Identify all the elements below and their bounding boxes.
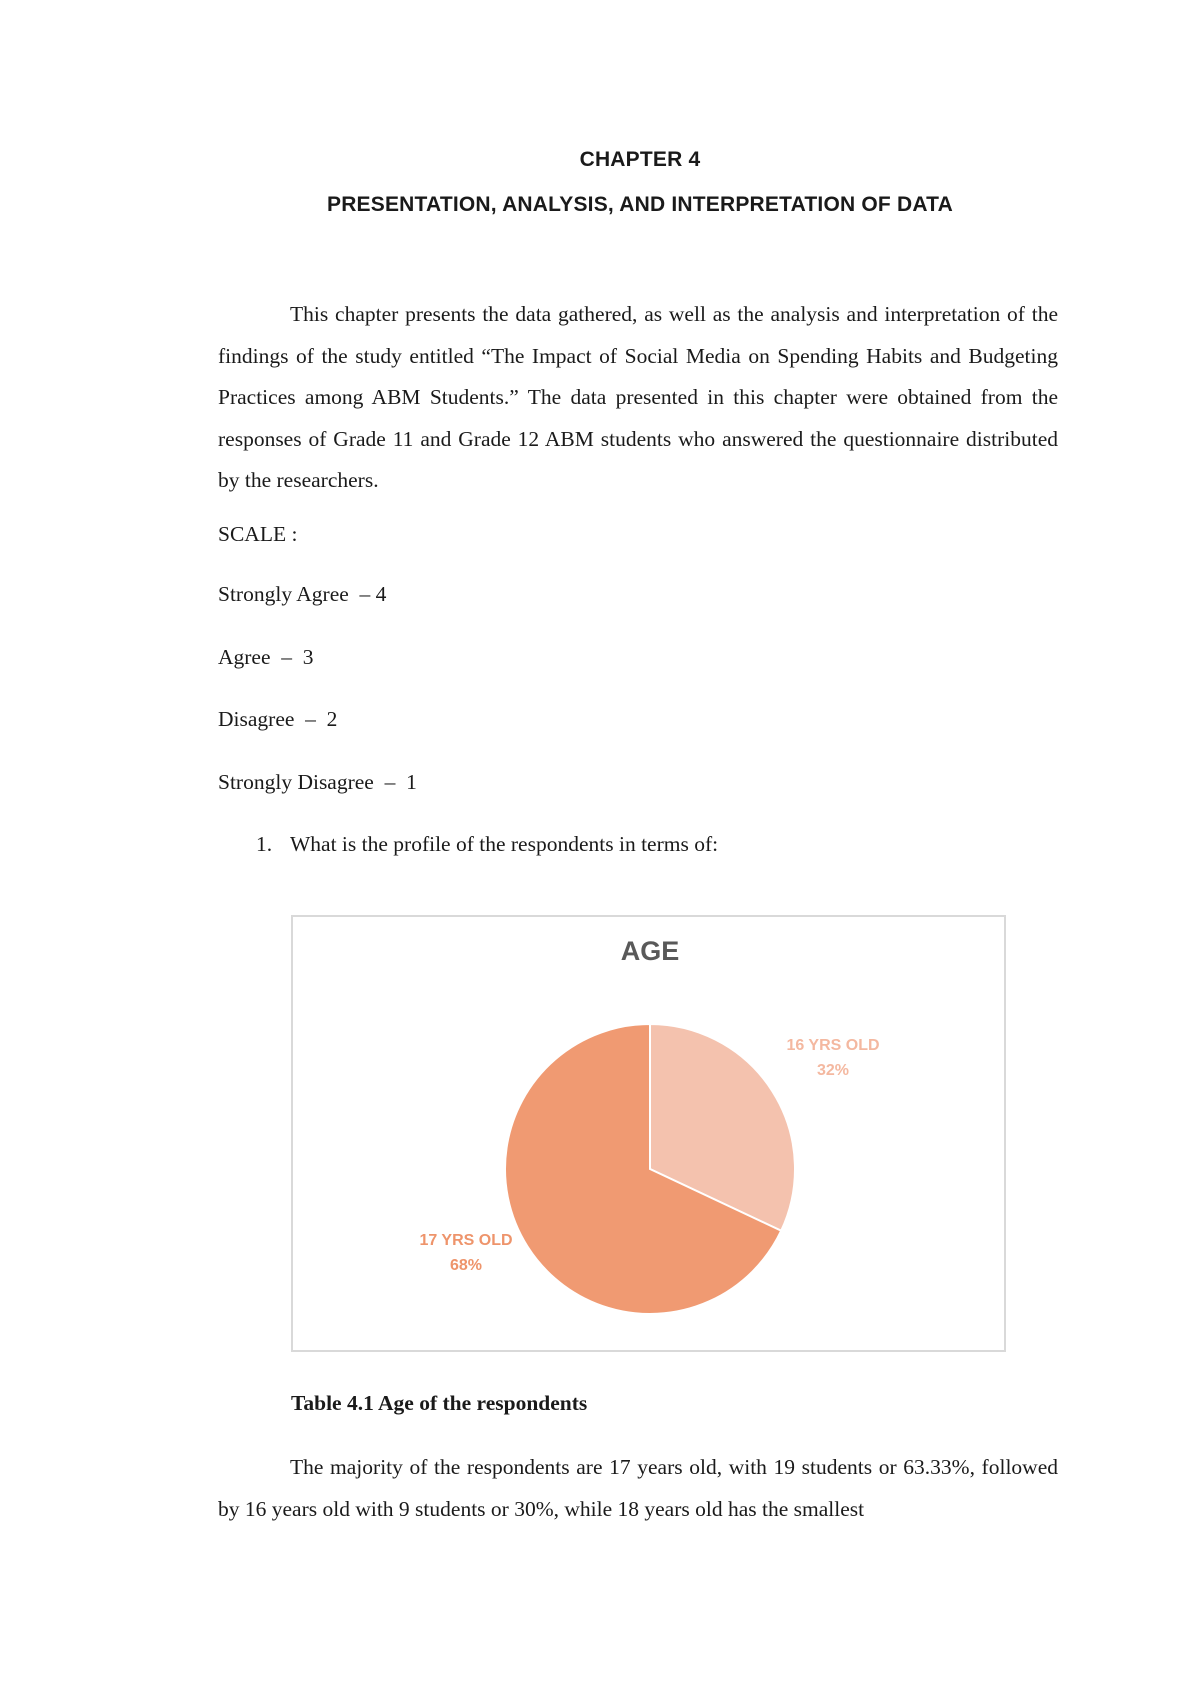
chart-title: AGE bbox=[620, 936, 680, 966]
intro-paragraph: This chapter presents the data gathered, as well as the analysis and interpretation of the findings of the study entitled “The Impact of Social Media on Spending Habits and Budgeting Practices among ABM Students.” The data presented in this chapter were obtained from the responses of Grade 11 and Grade 12 ABM students who answered the questionnaire distributed by the researchers. bbox=[218, 302, 1058, 492]
analysis-paragraph: The majority of the respondents are 17 years old, with 19 students or 63.33%, followed by 16 years old with 9 students or 30%, while 18 years old has the smallest bbox=[218, 1455, 1058, 1521]
slice-label: 17 YRS OLD bbox=[419, 1232, 513, 1249]
chapter-number: CHAPTER 4 bbox=[579, 148, 701, 171]
scale-item-agree: Agree – 3 bbox=[218, 645, 314, 669]
question-number: 1. bbox=[256, 832, 273, 856]
table-caption: Table 4.1 Age of the respondents bbox=[291, 1391, 588, 1415]
scale-item-strongly-disagree: Strongly Disagree – 1 bbox=[218, 770, 417, 794]
profile-question bbox=[256, 832, 718, 857]
pie-chart-canvas bbox=[293, 917, 1004, 1350]
chapter-title: PRESENTATION, ANALYSIS, AND INTERPRETATION OF DATA bbox=[326, 193, 953, 216]
pie-slices bbox=[505, 1024, 795, 1314]
slice-percent-label: 32% bbox=[816, 1062, 850, 1079]
scale-title: SCALE : bbox=[218, 522, 298, 546]
slice-label: 16 YRS OLD bbox=[786, 1037, 880, 1054]
scale-item-strongly-agree: Strongly Agree – 4 bbox=[218, 582, 387, 606]
age-pie-chart bbox=[291, 915, 1006, 1352]
scale-item-disagree: Disagree – 2 bbox=[218, 707, 338, 731]
question-text: What is the profile of the respondents in terms of: bbox=[290, 832, 719, 856]
slice-percent-label: 68% bbox=[449, 1257, 483, 1274]
